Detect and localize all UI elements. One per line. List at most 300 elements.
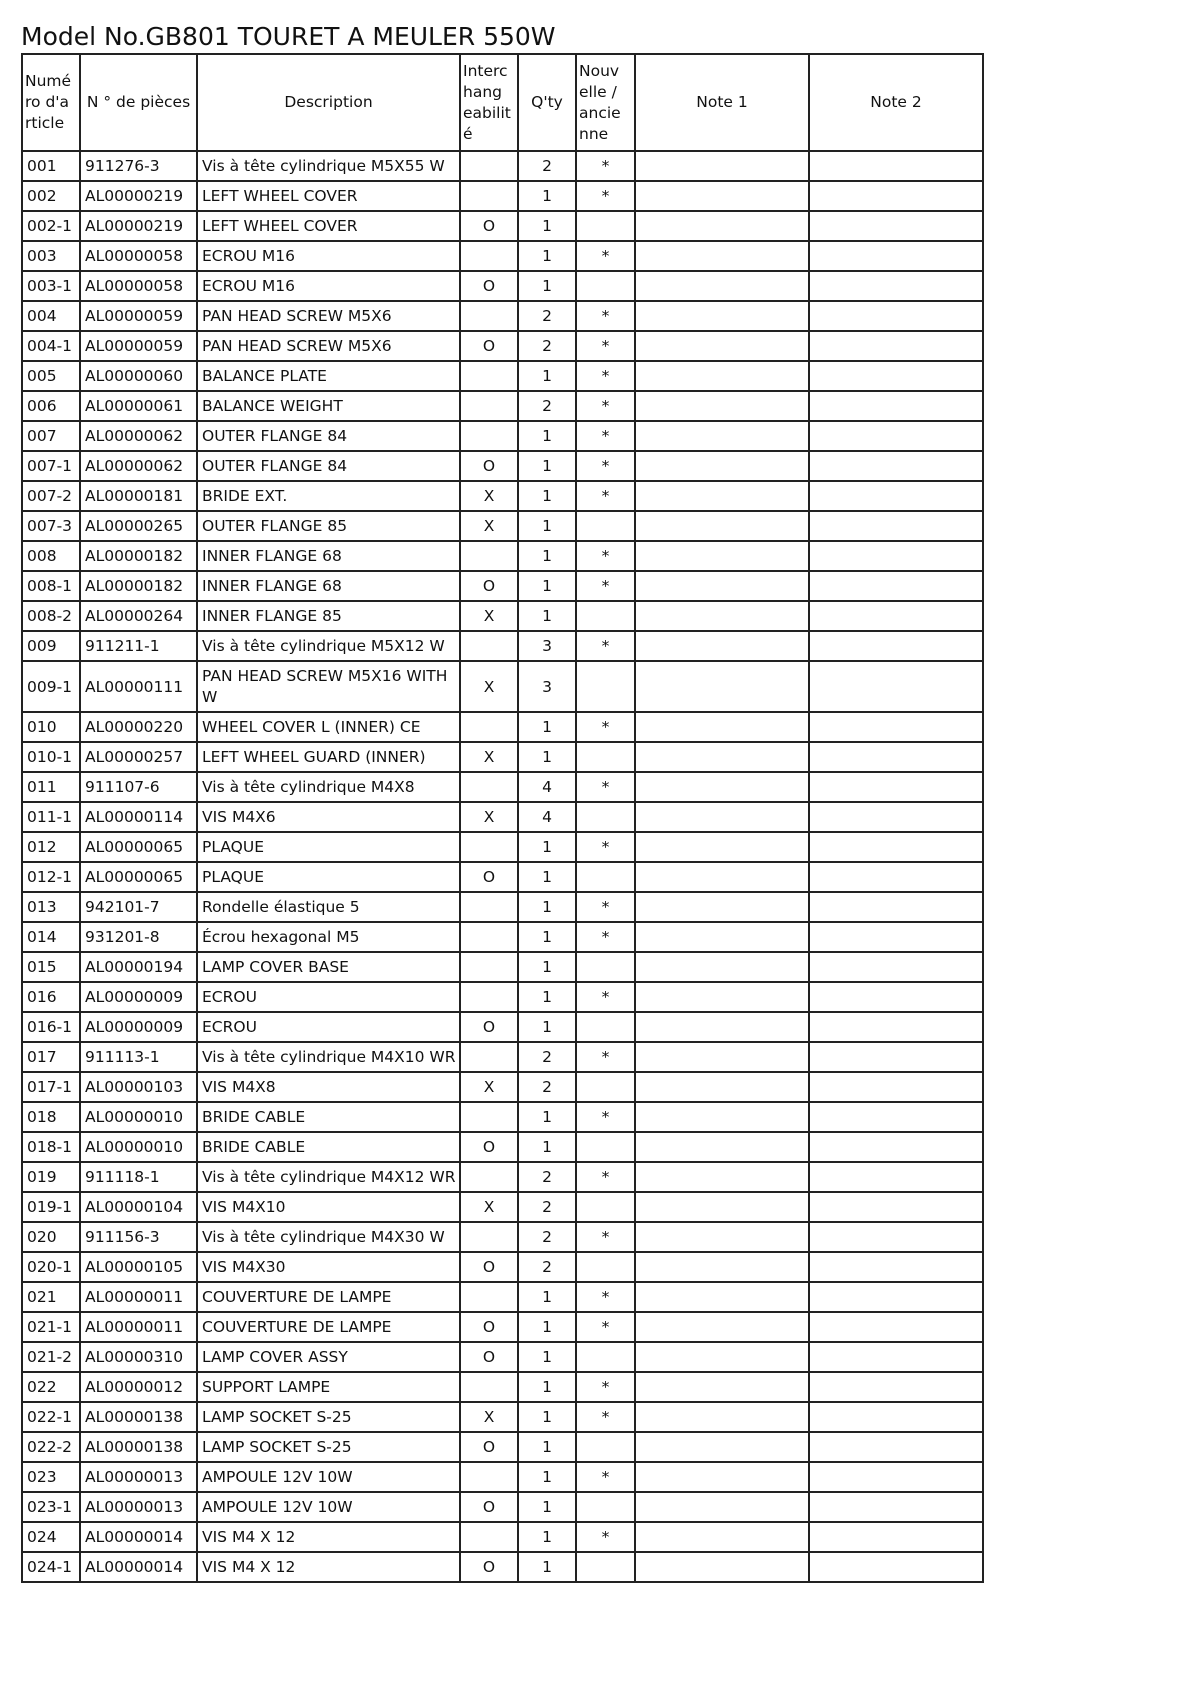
interchangeability-cell xyxy=(460,832,518,862)
description-cell: Vis à tête cylindrique M5X12 W xyxy=(197,631,460,661)
note-2-cell xyxy=(809,1552,983,1582)
note-2-cell xyxy=(809,241,983,271)
note-1-cell xyxy=(635,661,809,712)
part-number-cell: AL00000138 xyxy=(80,1402,197,1432)
description-cell: LEFT WHEEL GUARD (INNER) xyxy=(197,742,460,772)
interchangeability-cell xyxy=(460,421,518,451)
new-old-cell xyxy=(576,1492,635,1522)
description-cell: INNER FLANGE 68 xyxy=(197,541,460,571)
table-row xyxy=(22,772,983,802)
note-2-cell xyxy=(809,451,983,481)
part-number-cell: AL00000010 xyxy=(80,1102,197,1132)
interchangeability-cell xyxy=(460,241,518,271)
description-cell: LAMP SOCKET S-25 xyxy=(197,1432,460,1462)
table-row xyxy=(22,151,983,181)
description-cell: ECROU xyxy=(197,1012,460,1042)
table-row xyxy=(22,832,983,862)
item-number-cell: 007-2 xyxy=(22,481,80,511)
header-part-number: N ° de pièces xyxy=(80,54,197,151)
part-number-cell: 911156-3 xyxy=(80,1222,197,1252)
parts-table-body xyxy=(22,151,983,1582)
table-row xyxy=(22,1312,983,1342)
item-number-cell: 009 xyxy=(22,631,80,661)
note-2-cell xyxy=(809,301,983,331)
new-old-cell xyxy=(576,211,635,241)
quantity-cell: 1 xyxy=(518,982,576,1012)
table-row xyxy=(22,241,983,271)
description-cell: LAMP COVER BASE xyxy=(197,952,460,982)
table-row xyxy=(22,1492,983,1522)
quantity-cell: 1 xyxy=(518,952,576,982)
note-2-cell xyxy=(809,631,983,661)
part-number-cell: 911118-1 xyxy=(80,1162,197,1192)
item-number-cell: 005 xyxy=(22,361,80,391)
quantity-cell: 1 xyxy=(518,1522,576,1552)
note-1-cell xyxy=(635,541,809,571)
description-cell: LEFT WHEEL COVER xyxy=(197,181,460,211)
note-2-cell xyxy=(809,1432,983,1462)
new-old-cell: * xyxy=(576,1282,635,1312)
item-number-cell: 023 xyxy=(22,1462,80,1492)
note-1-cell xyxy=(635,571,809,601)
quantity-cell: 2 xyxy=(518,1192,576,1222)
part-number-cell: AL00000061 xyxy=(80,391,197,421)
description-cell: PLAQUE xyxy=(197,832,460,862)
quantity-cell: 1 xyxy=(518,1372,576,1402)
note-1-cell xyxy=(635,271,809,301)
table-row xyxy=(22,1252,983,1282)
part-number-cell: AL00000104 xyxy=(80,1192,197,1222)
note-2-cell xyxy=(809,361,983,391)
quantity-cell: 3 xyxy=(518,631,576,661)
interchangeability-cell: X xyxy=(460,481,518,511)
table-row xyxy=(22,862,983,892)
interchangeability-cell xyxy=(460,151,518,181)
note-2-cell xyxy=(809,541,983,571)
description-cell: LAMP SOCKET S-25 xyxy=(197,1402,460,1432)
interchangeability-cell xyxy=(460,1282,518,1312)
quantity-cell: 1 xyxy=(518,481,576,511)
part-number-cell: AL00000220 xyxy=(80,712,197,742)
description-cell: VIS M4X8 xyxy=(197,1072,460,1102)
note-1-cell xyxy=(635,982,809,1012)
interchangeability-cell xyxy=(460,952,518,982)
item-number-cell: 022-2 xyxy=(22,1432,80,1462)
note-1-cell xyxy=(635,211,809,241)
new-old-cell xyxy=(576,1252,635,1282)
note-2-cell xyxy=(809,1372,983,1402)
interchangeability-cell: O xyxy=(460,1132,518,1162)
description-cell: COUVERTURE DE LAMPE xyxy=(197,1282,460,1312)
description-cell: Rondelle élastique 5 xyxy=(197,892,460,922)
note-1-cell xyxy=(635,1552,809,1582)
description-cell: BRIDE EXT. xyxy=(197,481,460,511)
note-2-cell xyxy=(809,481,983,511)
description-cell: BALANCE PLATE xyxy=(197,361,460,391)
table-row xyxy=(22,331,983,361)
quantity-cell: 2 xyxy=(518,1162,576,1192)
interchangeability-cell xyxy=(460,922,518,952)
item-number-cell: 015 xyxy=(22,952,80,982)
quantity-cell: 1 xyxy=(518,1012,576,1042)
part-number-cell: AL00000065 xyxy=(80,832,197,862)
interchangeability-cell xyxy=(460,1162,518,1192)
description-cell: AMPOULE 12V 10W xyxy=(197,1492,460,1522)
note-2-cell xyxy=(809,952,983,982)
header-new-old: Nouv elle / ancie nne xyxy=(576,54,635,151)
description-cell: INNER FLANGE 68 xyxy=(197,571,460,601)
quantity-cell: 1 xyxy=(518,511,576,541)
note-2-cell xyxy=(809,1162,983,1192)
table-row xyxy=(22,1162,983,1192)
item-number-cell: 014 xyxy=(22,922,80,952)
header-row xyxy=(22,54,983,151)
part-number-cell: AL00000065 xyxy=(80,862,197,892)
note-1-cell xyxy=(635,1252,809,1282)
table-row xyxy=(22,1552,983,1582)
part-number-cell: AL00000194 xyxy=(80,952,197,982)
item-number-cell: 020-1 xyxy=(22,1252,80,1282)
new-old-cell: * xyxy=(576,1402,635,1432)
part-number-cell: AL00000062 xyxy=(80,451,197,481)
part-number-cell: 911113-1 xyxy=(80,1042,197,1072)
interchangeability-cell: O xyxy=(460,1552,518,1582)
header-description: Description xyxy=(197,54,460,151)
note-1-cell xyxy=(635,742,809,772)
new-old-cell: * xyxy=(576,982,635,1012)
table-row xyxy=(22,1462,983,1492)
quantity-cell: 1 xyxy=(518,1462,576,1492)
new-old-cell xyxy=(576,862,635,892)
interchangeability-cell: O xyxy=(460,571,518,601)
new-old-cell xyxy=(576,952,635,982)
interchangeability-cell: O xyxy=(460,1252,518,1282)
item-number-cell: 001 xyxy=(22,151,80,181)
table-row xyxy=(22,1522,983,1552)
new-old-cell: * xyxy=(576,361,635,391)
page-title: Model No.GB801 TOURET A MEULER 550W xyxy=(21,22,556,51)
note-2-cell xyxy=(809,1492,983,1522)
table-row xyxy=(22,742,983,772)
interchangeability-cell: O xyxy=(460,331,518,361)
note-1-cell xyxy=(635,631,809,661)
table-row xyxy=(22,1192,983,1222)
new-old-cell xyxy=(576,1342,635,1372)
table-row xyxy=(22,211,983,241)
item-number-cell: 019 xyxy=(22,1162,80,1192)
description-cell: VIS M4 X 12 xyxy=(197,1552,460,1582)
note-1-cell xyxy=(635,1462,809,1492)
interchangeability-cell xyxy=(460,712,518,742)
part-number-cell: 931201-8 xyxy=(80,922,197,952)
part-number-cell: AL00000181 xyxy=(80,481,197,511)
table-row xyxy=(22,481,983,511)
part-number-cell: AL00000182 xyxy=(80,571,197,601)
description-cell: OUTER FLANGE 84 xyxy=(197,451,460,481)
table-row xyxy=(22,1342,983,1372)
interchangeability-cell: X xyxy=(460,1072,518,1102)
description-cell: BRIDE CABLE xyxy=(197,1102,460,1132)
description-cell: ECROU M16 xyxy=(197,241,460,271)
item-number-cell: 021-1 xyxy=(22,1312,80,1342)
quantity-cell: 3 xyxy=(518,661,576,712)
item-number-cell: 007-3 xyxy=(22,511,80,541)
table-row xyxy=(22,601,983,631)
interchangeability-cell xyxy=(460,1462,518,1492)
interchangeability-cell: X xyxy=(460,601,518,631)
note-2-cell xyxy=(809,772,983,802)
part-number-cell: AL00000105 xyxy=(80,1252,197,1282)
new-old-cell xyxy=(576,511,635,541)
new-old-cell: * xyxy=(576,922,635,952)
item-number-cell: 024 xyxy=(22,1522,80,1552)
interchangeability-cell: X xyxy=(460,661,518,712)
table-row xyxy=(22,361,983,391)
table-row xyxy=(22,982,983,1012)
note-2-cell xyxy=(809,802,983,832)
quantity-cell: 2 xyxy=(518,1072,576,1102)
item-number-cell: 022-1 xyxy=(22,1402,80,1432)
interchangeability-cell: O xyxy=(460,451,518,481)
part-number-cell: AL00000014 xyxy=(80,1522,197,1552)
part-number-cell: 911107-6 xyxy=(80,772,197,802)
new-old-cell: * xyxy=(576,1312,635,1342)
new-old-cell: * xyxy=(576,571,635,601)
part-number-cell: AL00000011 xyxy=(80,1312,197,1342)
table-row xyxy=(22,421,983,451)
description-cell: PLAQUE xyxy=(197,862,460,892)
new-old-cell: * xyxy=(576,1372,635,1402)
note-1-cell xyxy=(635,1342,809,1372)
new-old-cell xyxy=(576,1012,635,1042)
interchangeability-cell xyxy=(460,391,518,421)
part-number-cell: AL00000182 xyxy=(80,541,197,571)
description-cell: PAN HEAD SCREW M5X6 xyxy=(197,301,460,331)
note-2-cell xyxy=(809,421,983,451)
part-number-cell: AL00000059 xyxy=(80,301,197,331)
item-number-cell: 002 xyxy=(22,181,80,211)
part-number-cell: AL00000257 xyxy=(80,742,197,772)
note-1-cell xyxy=(635,1132,809,1162)
note-2-cell xyxy=(809,1522,983,1552)
quantity-cell: 1 xyxy=(518,712,576,742)
item-number-cell: 017-1 xyxy=(22,1072,80,1102)
note-2-cell xyxy=(809,1462,983,1492)
new-old-cell: * xyxy=(576,301,635,331)
item-number-cell: 008-1 xyxy=(22,571,80,601)
note-1-cell xyxy=(635,361,809,391)
item-number-cell: 017 xyxy=(22,1042,80,1072)
description-cell: AMPOULE 12V 10W xyxy=(197,1462,460,1492)
part-number-cell: AL00000009 xyxy=(80,982,197,1012)
header-quantity: Q'ty xyxy=(518,54,576,151)
note-1-cell xyxy=(635,1192,809,1222)
note-2-cell xyxy=(809,1312,983,1342)
new-old-cell xyxy=(576,1192,635,1222)
table-row xyxy=(22,952,983,982)
quantity-cell: 1 xyxy=(518,271,576,301)
item-number-cell: 010 xyxy=(22,712,80,742)
header-interchangeability: Interc hang eabilit é xyxy=(460,54,518,151)
note-1-cell xyxy=(635,1372,809,1402)
item-number-cell: 018-1 xyxy=(22,1132,80,1162)
description-cell: VIS M4 X 12 xyxy=(197,1522,460,1552)
item-number-cell: 024-1 xyxy=(22,1552,80,1582)
description-cell: Vis à tête cylindrique M4X12 WR xyxy=(197,1162,460,1192)
item-number-cell: 020 xyxy=(22,1222,80,1252)
note-1-cell xyxy=(635,862,809,892)
table-row xyxy=(22,1402,983,1432)
note-1-cell xyxy=(635,241,809,271)
note-2-cell xyxy=(809,571,983,601)
note-1-cell xyxy=(635,301,809,331)
item-number-cell: 009-1 xyxy=(22,661,80,712)
interchangeability-cell xyxy=(460,1372,518,1402)
note-1-cell xyxy=(635,1222,809,1252)
part-number-cell: AL00000062 xyxy=(80,421,197,451)
part-number-cell: 911276-3 xyxy=(80,151,197,181)
interchangeability-cell: X xyxy=(460,511,518,541)
note-1-cell xyxy=(635,1402,809,1432)
interchangeability-cell xyxy=(460,1102,518,1132)
interchangeability-cell xyxy=(460,982,518,1012)
item-number-cell: 011-1 xyxy=(22,802,80,832)
note-2-cell xyxy=(809,181,983,211)
note-1-cell xyxy=(635,181,809,211)
quantity-cell: 1 xyxy=(518,601,576,631)
interchangeability-cell xyxy=(460,181,518,211)
table-row xyxy=(22,1132,983,1162)
table-row xyxy=(22,631,983,661)
new-old-cell: * xyxy=(576,331,635,361)
interchangeability-cell: O xyxy=(460,271,518,301)
note-2-cell xyxy=(809,391,983,421)
note-2-cell xyxy=(809,862,983,892)
interchangeability-cell: O xyxy=(460,1312,518,1342)
item-number-cell: 003-1 xyxy=(22,271,80,301)
part-number-cell: AL00000010 xyxy=(80,1132,197,1162)
new-old-cell: * xyxy=(576,541,635,571)
note-2-cell xyxy=(809,922,983,952)
part-number-cell: AL00000059 xyxy=(80,331,197,361)
part-number-cell: 911211-1 xyxy=(80,631,197,661)
quantity-cell: 1 xyxy=(518,862,576,892)
new-old-cell: * xyxy=(576,151,635,181)
description-cell: INNER FLANGE 85 xyxy=(197,601,460,631)
table-row xyxy=(22,712,983,742)
new-old-cell xyxy=(576,1432,635,1462)
new-old-cell xyxy=(576,1072,635,1102)
quantity-cell: 4 xyxy=(518,802,576,832)
note-1-cell xyxy=(635,151,809,181)
interchangeability-cell xyxy=(460,541,518,571)
interchangeability-cell xyxy=(460,1222,518,1252)
item-number-cell: 012 xyxy=(22,832,80,862)
note-2-cell xyxy=(809,1192,983,1222)
quantity-cell: 1 xyxy=(518,1282,576,1312)
note-1-cell xyxy=(635,712,809,742)
description-cell: VIS M4X10 xyxy=(197,1192,460,1222)
note-1-cell xyxy=(635,421,809,451)
new-old-cell: * xyxy=(576,631,635,661)
part-number-cell: AL00000014 xyxy=(80,1552,197,1582)
table-row xyxy=(22,922,983,952)
item-number-cell: 012-1 xyxy=(22,862,80,892)
note-2-cell xyxy=(809,1102,983,1132)
note-1-cell xyxy=(635,1162,809,1192)
new-old-cell xyxy=(576,742,635,772)
note-1-cell xyxy=(635,1432,809,1462)
description-cell: BALANCE WEIGHT xyxy=(197,391,460,421)
interchangeability-cell xyxy=(460,892,518,922)
description-cell: PAN HEAD SCREW M5X16 WITH W xyxy=(197,661,460,712)
note-2-cell xyxy=(809,712,983,742)
note-2-cell xyxy=(809,271,983,301)
part-number-cell: AL00000103 xyxy=(80,1072,197,1102)
table-row xyxy=(22,1222,983,1252)
new-old-cell xyxy=(576,802,635,832)
item-number-cell: 023-1 xyxy=(22,1492,80,1522)
quantity-cell: 1 xyxy=(518,1432,576,1462)
note-1-cell xyxy=(635,391,809,421)
note-1-cell xyxy=(635,451,809,481)
quantity-cell: 1 xyxy=(518,1132,576,1162)
header-note-1: Note 1 xyxy=(635,54,809,151)
quantity-cell: 4 xyxy=(518,772,576,802)
interchangeability-cell: X xyxy=(460,1402,518,1432)
table-row xyxy=(22,802,983,832)
new-old-cell: * xyxy=(576,421,635,451)
table-row xyxy=(22,451,983,481)
note-1-cell xyxy=(635,481,809,511)
part-number-cell: AL00000219 xyxy=(80,181,197,211)
quantity-cell: 1 xyxy=(518,1342,576,1372)
table-row xyxy=(22,1282,983,1312)
description-cell: Vis à tête cylindrique M4X8 xyxy=(197,772,460,802)
description-cell: Vis à tête cylindrique M4X10 WR xyxy=(197,1042,460,1072)
quantity-cell: 1 xyxy=(518,421,576,451)
description-cell: PAN HEAD SCREW M5X6 xyxy=(197,331,460,361)
item-number-cell: 006 xyxy=(22,391,80,421)
table-row xyxy=(22,571,983,601)
note-1-cell xyxy=(635,1042,809,1072)
note-2-cell xyxy=(809,1342,983,1372)
new-old-cell: * xyxy=(576,1522,635,1552)
table-row xyxy=(22,181,983,211)
item-number-cell: 004-1 xyxy=(22,331,80,361)
item-number-cell: 011 xyxy=(22,772,80,802)
new-old-cell xyxy=(576,1132,635,1162)
note-2-cell xyxy=(809,892,983,922)
table-row xyxy=(22,1372,983,1402)
interchangeability-cell: O xyxy=(460,1492,518,1522)
quantity-cell: 1 xyxy=(518,451,576,481)
note-2-cell xyxy=(809,601,983,631)
interchangeability-cell: X xyxy=(460,742,518,772)
note-2-cell xyxy=(809,1282,983,1312)
new-old-cell: * xyxy=(576,241,635,271)
table-row xyxy=(22,391,983,421)
header-item-number: Numé ro d'a rticle xyxy=(22,54,80,151)
table-row xyxy=(22,661,983,712)
quantity-cell: 2 xyxy=(518,1042,576,1072)
description-cell: SUPPORT LAMPE xyxy=(197,1372,460,1402)
header-note-2: Note 2 xyxy=(809,54,983,151)
interchangeability-cell: X xyxy=(460,1192,518,1222)
new-old-cell: * xyxy=(576,391,635,421)
item-number-cell: 003 xyxy=(22,241,80,271)
quantity-cell: 1 xyxy=(518,241,576,271)
